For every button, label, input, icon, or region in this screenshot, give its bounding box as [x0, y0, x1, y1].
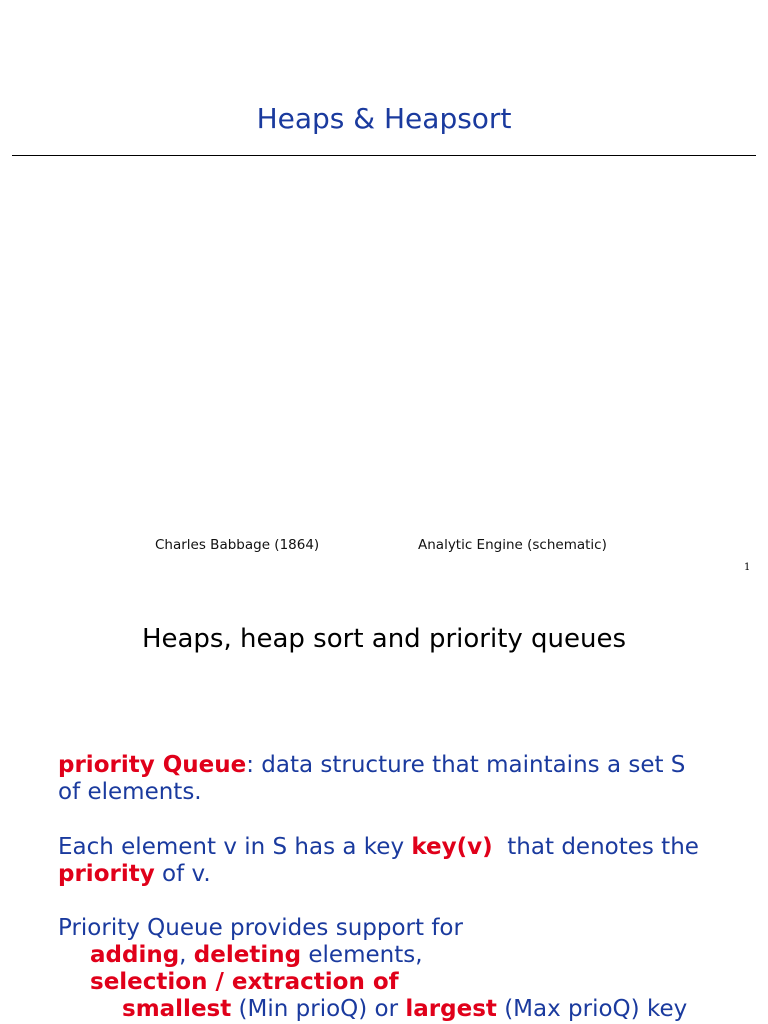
paragraph-priority-queue	[58, 752, 685, 806]
p1-rest: data structure that maintains a set S	[253, 752, 686, 778]
p3-maxq: (Max prioQ) key	[496, 996, 688, 1022]
term-largest: largest	[405, 996, 497, 1022]
p3-minq: (Min prioQ) or	[231, 996, 406, 1022]
paragraph-operations	[58, 915, 687, 1023]
p1-line1	[58, 752, 685, 779]
caption-babbage: Charles Babbage (1864)	[155, 537, 320, 553]
p3-comma: ,	[179, 942, 194, 968]
term-adding: adding	[90, 942, 180, 968]
p3-elements: elements,	[301, 942, 423, 968]
p2-line1	[58, 834, 699, 861]
p2-line2	[58, 861, 699, 888]
page-number: 1	[744, 562, 751, 573]
term-smallest: smallest	[122, 996, 232, 1022]
term-priority: priority	[58, 861, 155, 887]
paragraph-key	[58, 834, 699, 888]
term-deleting: deleting	[193, 942, 302, 968]
term-selection-extraction: selection / extraction of	[90, 969, 399, 995]
caption-analytic-engine: Analytic Engine (schematic)	[418, 537, 607, 553]
slide2-title: Heaps, heap sort and priority queues	[141, 624, 627, 654]
term-key: key(v)	[411, 834, 493, 860]
p3-line-smallest	[58, 996, 687, 1023]
p3-line-adding	[58, 942, 687, 969]
p1-line2: of elements.	[58, 779, 202, 805]
p2-text-b: that denotes the	[492, 834, 699, 860]
p1-colon: :	[246, 752, 254, 778]
title-divider	[12, 155, 756, 156]
p2-text-c: of v.	[154, 861, 211, 887]
term-priority-queue: priority Queue	[58, 752, 247, 778]
slide-title: Heaps & Heapsort	[256, 102, 512, 135]
p3-intro: Priority Queue provides support for	[58, 915, 463, 941]
p2-text-a: Each element v in S has a key	[58, 834, 412, 860]
